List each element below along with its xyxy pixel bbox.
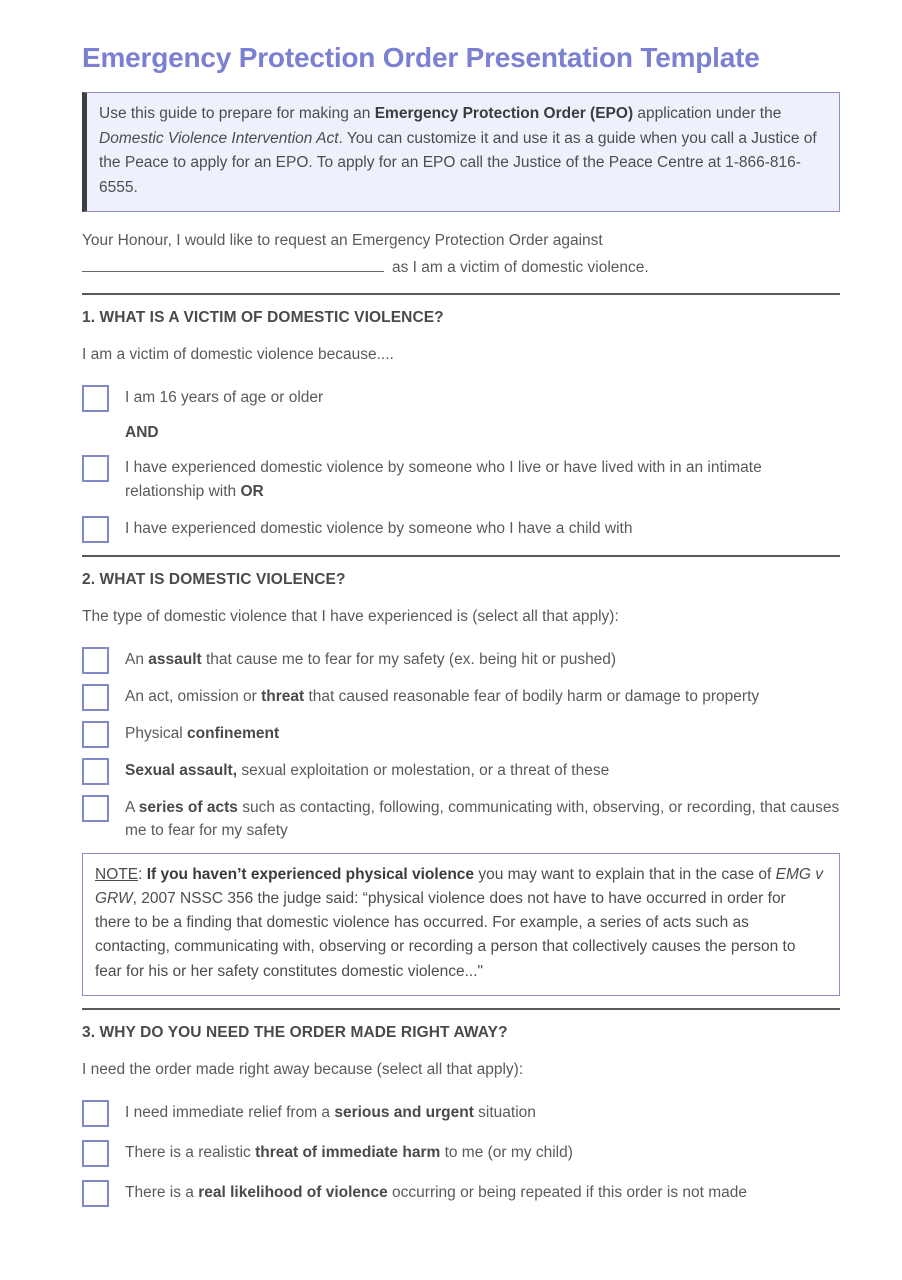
section-2-heading: 2. WHAT IS DOMESTIC VIOLENCE? [82,570,346,588]
label-bold-1: confinement [187,725,280,743]
note-italic-case: EMG v GRW [95,865,823,907]
checkbox-label [125,720,840,745]
label-text-1: An [125,651,149,669]
checkbox-row-threat-immediate-harm[interactable] [82,1139,840,1167]
checkbox-icon[interactable] [82,721,109,748]
checkbox-row-lived-with-intimate-partner[interactable] [82,454,840,503]
label-bold-1: assault [148,651,202,669]
section-divider [82,555,840,557]
label-text-2: occurring or being repeated if this order is not made [387,1184,748,1202]
checkbox-label [125,1099,840,1124]
label-text-1: There is a realistic [125,1144,256,1162]
checkbox-icon[interactable] [82,516,109,543]
label-text-1: I need immediate relief from a [125,1104,335,1122]
request-line-2-text: as I am a victim of domestic violence. [392,259,649,277]
checkbox-row-serious-and-urgent[interactable] [82,1099,840,1127]
checkbox-icon[interactable] [82,1140,109,1167]
label-text-1: A [125,799,139,817]
note-text-1: you may want to explain that in the case of [474,865,776,883]
label-bold-1: series of acts [138,799,238,817]
note-colon: : [138,865,147,883]
intro-callout [82,92,840,212]
checkbox-row-age-16-or-older[interactable] [82,384,840,412]
checkbox-label [125,1179,840,1204]
label-text-2: that cause me to fear for my safety (ex. being hit or pushed) [201,651,617,669]
label-bold-1: threat of immediate harm [255,1144,441,1162]
label-text-2: to me (or my child) [440,1144,573,1162]
section-1 [82,309,840,543]
intro-bold-epo: Emergency Protection Order (EPO) [374,105,634,123]
label-bold-1: serious and urgent [334,1104,474,1122]
checkbox-icon[interactable] [82,455,109,482]
checkbox-row-threat-bodily-harm[interactable] [82,683,840,711]
checkbox-icon[interactable] [82,1100,109,1127]
checkbox-row-sexual-assault[interactable] [82,757,840,785]
checkbox-icon[interactable] [82,385,109,412]
intro-italic-act: Domestic Violence Intervention Act [99,129,339,147]
checkbox-row-child-with[interactable] [82,515,840,543]
checkbox-label [125,794,840,843]
checkbox-row-series-of-acts[interactable] [82,794,840,843]
checkbox-icon[interactable] [82,684,109,711]
intro-text-part-1: Use this guide to prepare for making an [99,105,375,123]
section-2-checkbox-list [82,646,840,843]
section-1-heading: 1. WHAT IS A VICTIM OF DOMESTIC VIOLENCE? [82,309,444,327]
section-3-heading: 3. WHY DO YOU NEED THE ORDER MADE RIGHT AWAY? [82,1023,508,1041]
label-text-1: I have experienced domestic violence by someone who I have a child with [125,519,633,537]
label-text-1: An act, omission or [125,688,262,706]
label-bold-1: OR [240,482,264,500]
checkbox-label [125,384,840,409]
label-text-2: that caused reasonable fear of bodily harm or damage to property [304,688,760,706]
checkbox-label [125,683,840,708]
section-3 [82,1024,840,1207]
conjunction-and: AND [125,424,159,442]
section-2 [82,571,840,996]
respondent-name-input[interactable] [82,254,384,272]
section-divider [82,1008,840,1010]
section-divider [82,293,840,295]
label-text-1: I am 16 years of age or older [125,389,324,407]
checkbox-icon[interactable] [82,758,109,785]
note-callout [82,853,840,996]
intro-text-part-2: application under the [633,105,782,123]
label-text-2: sexual exploitation or molestation, or a threat of these [237,762,610,780]
label-text-1: I have experienced domestic violence by someone who I live or have lived with in an intimate relationship with [125,459,762,500]
request-block [82,228,840,281]
note-bold-1: If you haven’t experienced physical violence [146,865,475,883]
checkbox-row-real-likelihood-of-violence[interactable] [82,1179,840,1207]
label-bold-1: real likelihood of violence [198,1184,388,1202]
checkbox-row-assault[interactable] [82,646,840,674]
label-text-2: such as contacting, following, communicating with, observing, or recording, that causes me to fear for my safety [125,799,840,840]
section-2-intro: The type of domestic violence that I have experienced is (select all that apply): [82,607,619,625]
checkbox-row-physical-confinement[interactable] [82,720,840,748]
note-label: NOTE [95,865,139,883]
label-bold-1: Sexual assault, [125,762,238,780]
checkbox-label [125,454,840,503]
label-text-2: situation [473,1104,536,1122]
checkbox-label [125,515,840,540]
label-bold-1: threat [261,688,305,706]
checkbox-label [125,646,840,671]
checkbox-icon[interactable] [82,795,109,822]
note-text-2: , 2007 NSSC 356 the judge said: “physical violence does not have to have occurred in order for there to be a finding that domestic violence has occurred. For example, a series of acts such as contacting, communicating with, observing or recording a person that collectively causes the person to fear for his or her safety constitutes domestic violence..." [95,889,796,980]
request-line-1: Your Honour, I would like to request an Emergency Protection Order against [82,232,603,250]
section-1-intro: I am a victim of domestic violence because.... [82,346,394,364]
checkbox-label [125,1139,840,1164]
label-text-1: There is a [125,1184,199,1202]
section-3-intro: I need the order made right away because (select all that apply): [82,1060,524,1078]
checkbox-label [125,757,840,782]
checkbox-icon[interactable] [82,647,109,674]
checkbox-icon[interactable] [82,1180,109,1207]
intro-text-part-3: . You can customize it and use it as a guide when you call a Justice of the Peace to apply for an EPO. To apply for an EPO call the Justice of the Peace Centre at 1-866-816-6555. [99,129,817,196]
page-title: Emergency Protection Order Presentation Template [82,42,760,73]
request-line-2 [82,254,840,281]
label-text-1: Physical [125,725,188,743]
